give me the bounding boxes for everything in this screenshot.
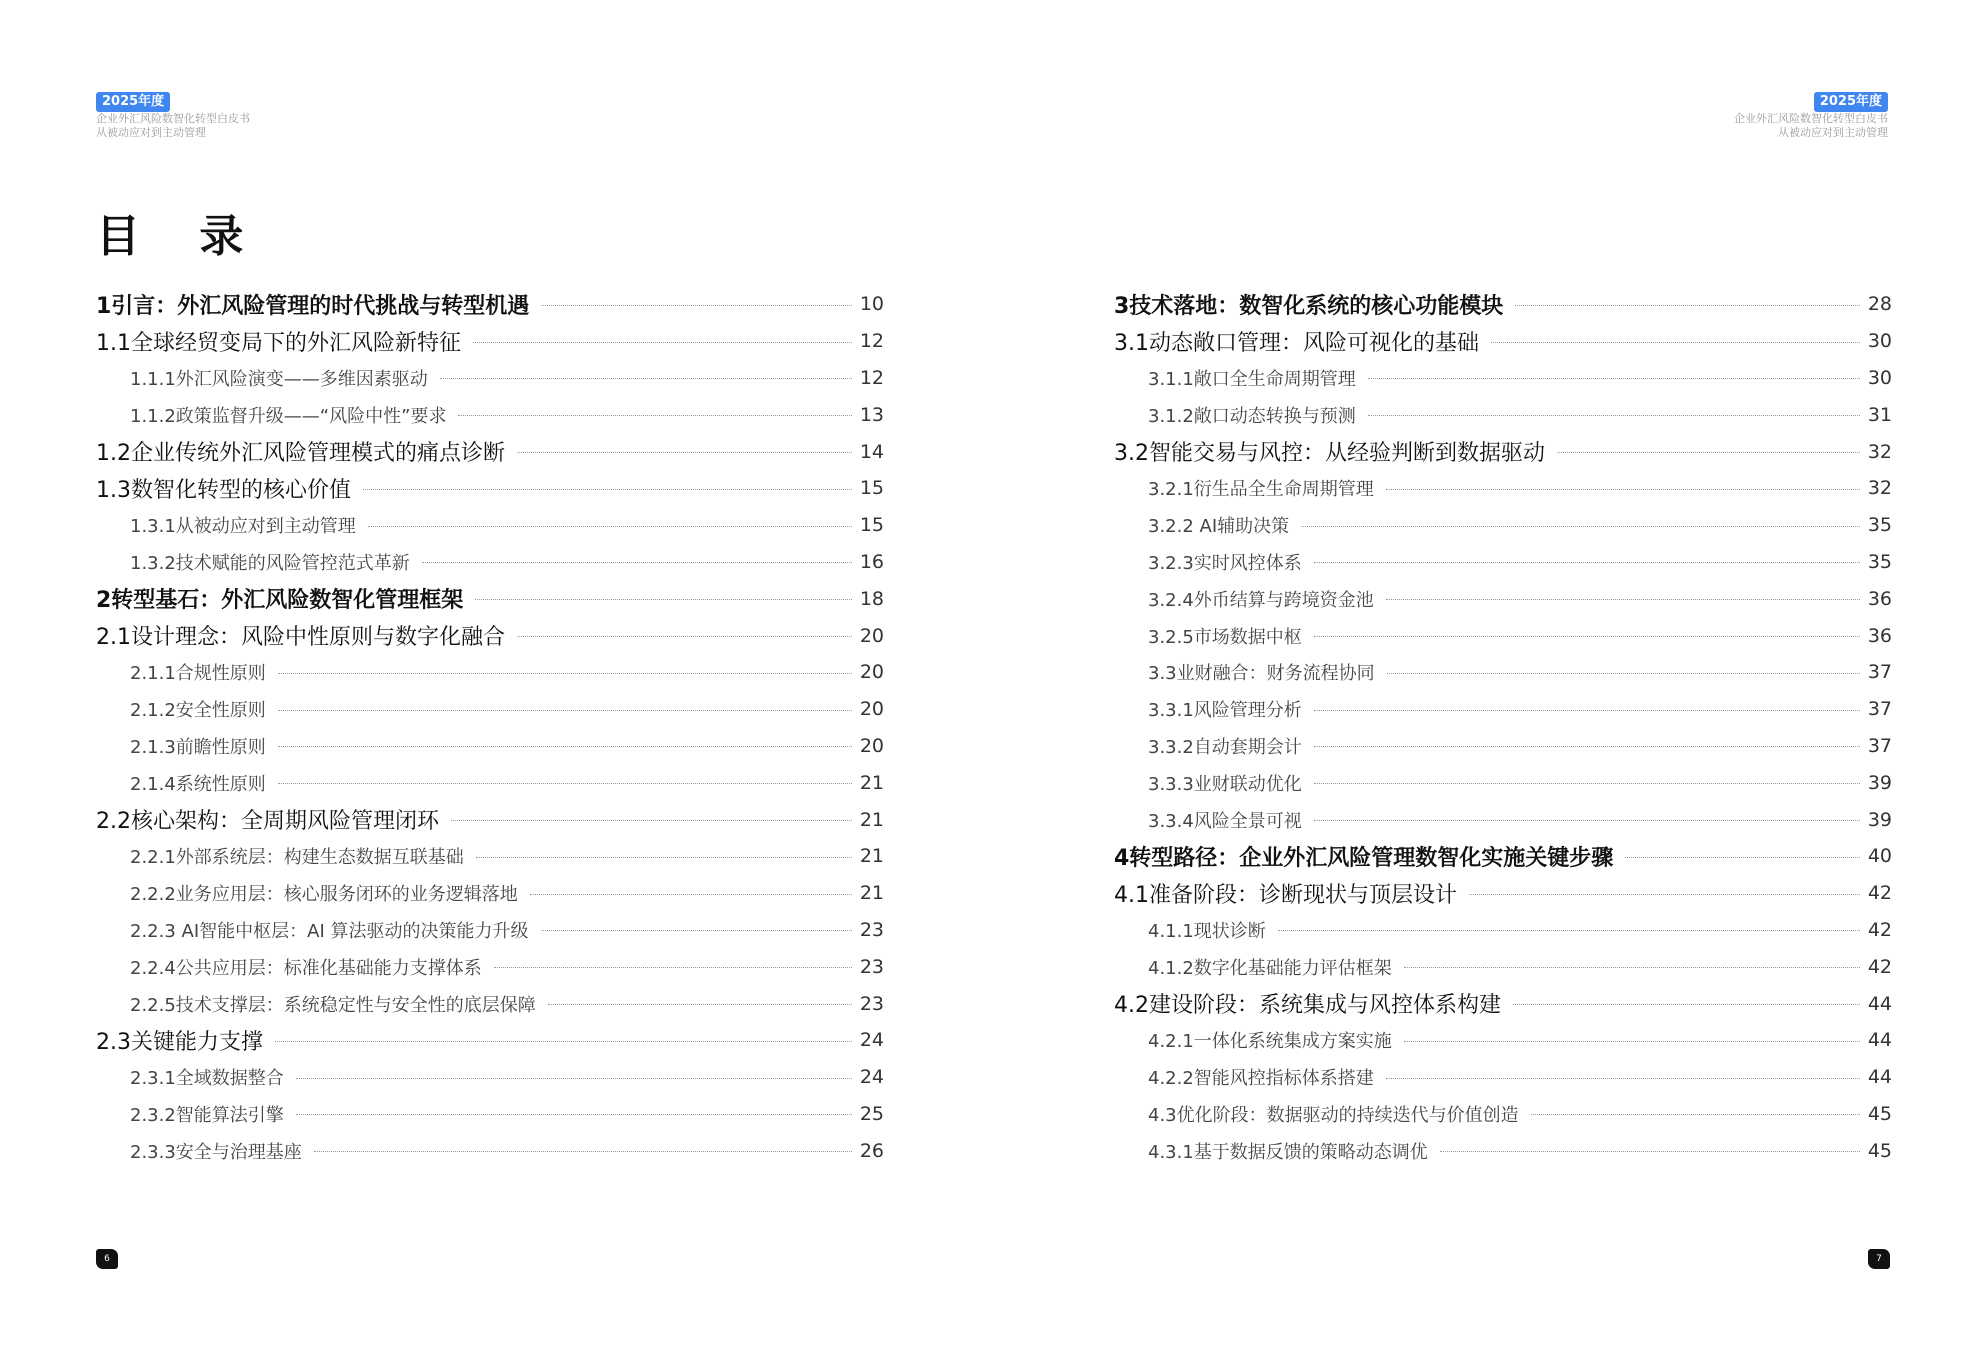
header-tagline: 从被动应对到主动管理 <box>1778 126 1888 139</box>
toc-entry-title: 3.3.2自动套期会计 <box>1148 736 1302 758</box>
toc-entry[interactable] <box>96 1059 884 1096</box>
toc-entry[interactable] <box>96 985 884 1022</box>
toc-entry-page: 20 <box>859 661 884 684</box>
toc-entry-page: 44 <box>1867 1029 1892 1052</box>
dot-leader <box>1368 378 1860 379</box>
dot-leader <box>440 378 852 379</box>
dot-leader <box>296 1114 852 1115</box>
toc-entry-title: 2.2.2业务应用层：核心服务闭环的业务逻辑落地 <box>130 884 518 906</box>
header-right <box>1734 90 1888 140</box>
toc-entry[interactable] <box>96 654 884 691</box>
toc-entry-title: 1.3.2技术赋能的风险管控范式革新 <box>130 552 410 574</box>
toc-entry-page: 30 <box>1867 366 1892 389</box>
dot-leader <box>458 415 851 416</box>
toc-entry-title: 1.1.2政策监督升级——“风险中性”要求 <box>130 405 447 427</box>
toc-entry-page: 12 <box>859 366 884 389</box>
toc-entry-page: 10 <box>859 293 884 316</box>
toc-entry[interactable] <box>96 617 884 654</box>
toc-entry-title: 2转型基石：外汇风险数智化管理框架 <box>96 588 464 614</box>
toc-entry[interactable] <box>1114 1022 1892 1059</box>
toc-entry-title: 4.3优化阶段：数据驱动的持续迭代与价值创造 <box>1148 1104 1519 1126</box>
toc-entry[interactable] <box>1114 360 1892 397</box>
toc-entry-page: 36 <box>1867 587 1892 610</box>
toc-entry-page: 12 <box>859 330 884 353</box>
toc-entry-page: 13 <box>859 403 884 426</box>
toc-entry-title: 1.3.1从被动应对到主动管理 <box>130 516 356 538</box>
dot-leader <box>1513 1004 1860 1005</box>
page-number-left: 6 <box>96 1249 118 1269</box>
toc-entry[interactable] <box>96 948 884 985</box>
toc-entry-title: 3.1.1敞口全生命周期管理 <box>1148 368 1356 390</box>
toc-entry-title: 1.1.1外汇风险演变——多维因素驱动 <box>130 368 428 390</box>
toc-entry-page: 39 <box>1867 771 1892 794</box>
toc-entry[interactable] <box>96 801 884 838</box>
toc-entry[interactable] <box>96 323 884 360</box>
dot-leader <box>1404 967 1860 968</box>
toc-entry-page: 23 <box>859 955 884 978</box>
toc-entry[interactable] <box>96 875 884 912</box>
toc-entry[interactable] <box>1114 433 1892 470</box>
toc-entry-page: 45 <box>1867 1139 1892 1162</box>
toc-entry-title: 3.2.4外币结算与跨境资金池 <box>1148 589 1374 611</box>
year-badge: 2025年度 <box>96 92 170 112</box>
toc-entry-page: 24 <box>859 1029 884 1052</box>
toc-entry-page: 39 <box>1867 808 1892 831</box>
dot-leader <box>1404 1041 1860 1042</box>
toc-entry[interactable] <box>1114 1059 1892 1096</box>
dot-leader <box>275 1041 852 1042</box>
toc-entry-page: 32 <box>1867 477 1892 500</box>
toc-entry-page: 21 <box>859 882 884 905</box>
toc-entry-title: 3.3.1风险管理分析 <box>1148 700 1302 722</box>
toc-entry[interactable] <box>1114 654 1892 691</box>
toc-entry[interactable] <box>1114 801 1892 838</box>
toc-entry-page: 32 <box>1867 440 1892 463</box>
dot-leader <box>1469 894 1860 895</box>
dot-leader <box>1531 1114 1860 1115</box>
toc-entry[interactable] <box>96 764 884 801</box>
toc-entry-title: 1引言：外汇风险管理的时代挑战与转型机遇 <box>96 293 530 319</box>
dot-leader <box>314 1151 852 1152</box>
dot-leader <box>422 562 852 563</box>
header-left <box>96 90 250 140</box>
toc-entry-page: 28 <box>1867 293 1892 316</box>
toc-entry[interactable] <box>96 728 884 765</box>
toc-entry-page: 37 <box>1867 661 1892 684</box>
toc-entry-page: 23 <box>859 918 884 941</box>
toc-entry-title: 1.2企业传统外汇风险管理模式的痛点诊断 <box>96 441 505 467</box>
toc-entry[interactable] <box>96 544 884 581</box>
toc-entry-page: 31 <box>1867 403 1892 426</box>
toc-entry-title: 2.1.2安全性原则 <box>130 700 266 722</box>
toc-entry-title: 1.1全球经贸变局下的外汇风险新特征 <box>96 330 461 356</box>
toc-entry[interactable] <box>96 912 884 949</box>
toc-entry-page: 36 <box>1867 624 1892 647</box>
toc-entry-page: 20 <box>859 698 884 721</box>
toc-entry[interactable] <box>96 1096 884 1133</box>
toc-entry[interactable] <box>96 1022 884 1059</box>
toc-entry-page: 15 <box>859 514 884 537</box>
toc-entry[interactable] <box>1114 875 1892 912</box>
page-title: 目 录 <box>96 211 266 262</box>
toc-entry-title: 2.1设计理念：风险中性原则与数字化融合 <box>96 625 505 651</box>
year-badge: 2025年度 <box>1814 92 1888 112</box>
dot-leader <box>476 857 852 858</box>
toc-entry[interactable] <box>96 1132 884 1169</box>
toc-entry-title: 4.1.1现状诊断 <box>1148 920 1266 942</box>
dot-leader <box>1387 673 1860 674</box>
header-subtitle: 企业外汇风险数智化转型白皮书 <box>1734 112 1888 125</box>
toc-entry[interactable] <box>1114 544 1892 581</box>
toc-entry-title: 4.3.1基于数据反馈的策略动态调优 <box>1148 1141 1428 1163</box>
toc-entry[interactable] <box>96 396 884 433</box>
toc-entry-title: 2.2.3 AI智能中枢层：AI 算法驱动的决策能力升级 <box>130 920 529 942</box>
toc-entry[interactable] <box>96 507 884 544</box>
dot-leader <box>530 894 852 895</box>
toc-entry-page: 21 <box>859 771 884 794</box>
toc-entry-page: 37 <box>1867 698 1892 721</box>
dot-leader <box>1314 820 1860 821</box>
toc-entry-title: 2.2.5技术支撑层：系统稳定性与安全性的底层保障 <box>130 994 536 1016</box>
toc-entry[interactable] <box>1114 948 1892 985</box>
toc-entry[interactable] <box>1114 507 1892 544</box>
toc-entry-title: 2.3关键能力支撑 <box>96 1029 263 1055</box>
toc-entry-title: 4转型路径：企业外汇风险管理数智化实施关键步骤 <box>1114 845 1614 871</box>
dot-leader <box>451 820 852 821</box>
toc-entry-title: 1.3数智化转型的核心价值 <box>96 477 351 503</box>
toc-entry-title: 3.2.2 AI辅助决策 <box>1148 516 1290 538</box>
toc-entry[interactable] <box>1114 470 1892 507</box>
dot-leader <box>363 489 852 490</box>
toc-entry-title: 4.2建设阶段：系统集成与风控体系构建 <box>1114 993 1501 1019</box>
toc-entry[interactable] <box>96 470 884 507</box>
toc-entry-title: 3.2.1衍生品全生命周期管理 <box>1148 479 1374 501</box>
dot-leader <box>517 636 852 637</box>
toc-entry-page: 21 <box>859 808 884 831</box>
toc-entry-title: 3.1动态敞口管理：风险可视化的基础 <box>1114 330 1479 356</box>
dot-leader <box>1386 1078 1860 1079</box>
toc-entry-title: 2.3.2智能算法引擎 <box>130 1104 284 1126</box>
dot-leader <box>473 342 852 343</box>
toc-entry-title: 2.1.3前瞻性原则 <box>130 736 266 758</box>
toc-entry[interactable] <box>1114 838 1892 875</box>
toc-entry-title: 3.3.3业财联动优化 <box>1148 773 1302 795</box>
toc-entry[interactable] <box>96 433 884 470</box>
toc-entry-page: 37 <box>1867 734 1892 757</box>
dot-leader <box>1557 452 1860 453</box>
dot-leader <box>541 305 852 306</box>
toc-entry-page: 20 <box>859 624 884 647</box>
toc-entry-page: 30 <box>1867 330 1892 353</box>
toc-entry-title: 4.1准备阶段：诊断现状与顶层设计 <box>1114 882 1457 908</box>
toc-entry-title: 3.3.4风险全景可视 <box>1148 810 1302 832</box>
toc-entry[interactable] <box>1114 1132 1892 1169</box>
toc-entry[interactable] <box>1114 985 1892 1022</box>
toc-entry-title: 2.3.1全域数据整合 <box>130 1068 284 1090</box>
toc-entry[interactable] <box>1114 764 1892 801</box>
toc-entry-page: 25 <box>859 1102 884 1125</box>
toc-entry-page: 15 <box>859 477 884 500</box>
toc-entry-title: 3.2.3实时风控体系 <box>1148 552 1302 574</box>
toc-entry-page: 35 <box>1867 514 1892 537</box>
toc-entry[interactable] <box>96 360 884 397</box>
toc-entry-page: 18 <box>859 587 884 610</box>
dot-leader <box>1314 783 1860 784</box>
toc-entry-title: 3.2智能交易与风控：从经验判断到数据驱动 <box>1114 441 1545 467</box>
header-subtitle: 企业外汇风险数智化转型白皮书 <box>96 112 250 125</box>
toc-entry[interactable] <box>1114 691 1892 728</box>
dot-leader <box>296 1078 852 1079</box>
dot-leader <box>1386 599 1860 600</box>
toc-entry-title: 2.3.3安全与治理基座 <box>130 1141 302 1163</box>
dot-leader <box>1314 562 1860 563</box>
toc-entry-page: 35 <box>1867 550 1892 573</box>
header-tagline: 从被动应对到主动管理 <box>96 126 206 139</box>
toc-entry-title: 3技术落地：数智化系统的核心功能模块 <box>1114 293 1504 319</box>
dot-leader <box>1278 930 1860 931</box>
toc-entry-page: 23 <box>859 992 884 1015</box>
dot-leader <box>278 783 852 784</box>
toc-entry-page: 20 <box>859 734 884 757</box>
toc-entry-page: 14 <box>859 440 884 463</box>
dot-leader <box>475 599 852 600</box>
toc-entry-title: 2.2.4公共应用层：标准化基础能力支撑体系 <box>130 957 482 979</box>
toc-entry-title: 2.2.1外部系统层：构建生态数据互联基础 <box>130 847 464 869</box>
toc-entry-title: 4.1.2数字化基础能力评估框架 <box>1148 957 1392 979</box>
toc-right-column <box>1114 286 1892 1169</box>
dot-leader <box>1314 636 1860 637</box>
toc-entry-title: 3.3业财融合：财务流程协同 <box>1148 663 1375 685</box>
toc-entry-page: 24 <box>859 1066 884 1089</box>
toc-entry[interactable] <box>96 286 884 323</box>
toc-entry-page: 16 <box>859 550 884 573</box>
toc-entry[interactable] <box>96 838 884 875</box>
toc-entry[interactable] <box>96 580 884 617</box>
toc-entry[interactable] <box>1114 617 1892 654</box>
toc-entry-page: 45 <box>1867 1102 1892 1125</box>
dot-leader <box>368 526 852 527</box>
toc-entry[interactable] <box>1114 323 1892 360</box>
dot-leader <box>1301 526 1860 527</box>
dot-leader <box>278 710 852 711</box>
toc-entry-title: 2.1.4系统性原则 <box>130 773 266 795</box>
toc-entry[interactable] <box>96 691 884 728</box>
toc-entry[interactable] <box>1114 912 1892 949</box>
dot-leader <box>1440 1151 1860 1152</box>
toc-entry-page: 44 <box>1867 992 1892 1015</box>
toc-entry[interactable] <box>1114 396 1892 433</box>
toc-entry-title: 4.2.1一体化系统集成方案实施 <box>1148 1031 1392 1053</box>
dot-leader <box>548 1004 852 1005</box>
toc-entry-title: 3.2.5市场数据中枢 <box>1148 626 1302 648</box>
toc-entry-title: 2.2核心架构：全周期风险管理闭环 <box>96 809 439 835</box>
dot-leader <box>278 746 852 747</box>
toc-entry[interactable] <box>1114 286 1892 323</box>
toc-entry[interactable] <box>1114 580 1892 617</box>
page-number-right: 7 <box>1868 1249 1890 1269</box>
dot-leader <box>278 673 852 674</box>
toc-left-column <box>96 286 884 1169</box>
toc-entry-page: 40 <box>1867 845 1892 868</box>
toc-entry[interactable] <box>1114 728 1892 765</box>
dot-leader <box>1491 342 1860 343</box>
dot-leader <box>1515 305 1860 306</box>
toc-entry-page: 42 <box>1867 882 1892 905</box>
dot-leader <box>517 452 852 453</box>
dot-leader <box>1314 710 1860 711</box>
toc-entry-title: 3.1.2敞口动态转换与预测 <box>1148 405 1356 427</box>
dot-leader <box>1386 489 1860 490</box>
toc-entry-page: 26 <box>859 1139 884 1162</box>
dot-leader <box>541 930 852 931</box>
toc-entry-page: 42 <box>1867 955 1892 978</box>
toc-entry[interactable] <box>1114 1096 1892 1133</box>
toc-entry-page: 21 <box>859 845 884 868</box>
dot-leader <box>494 967 852 968</box>
dot-leader <box>1314 746 1860 747</box>
toc-entry-page: 42 <box>1867 918 1892 941</box>
toc-entry-title: 2.1.1合规性原则 <box>130 663 266 685</box>
dot-leader <box>1368 415 1860 416</box>
toc-entry-page: 44 <box>1867 1066 1892 1089</box>
dot-leader <box>1625 857 1860 858</box>
toc-entry-title: 4.2.2智能风控指标体系搭建 <box>1148 1068 1374 1090</box>
